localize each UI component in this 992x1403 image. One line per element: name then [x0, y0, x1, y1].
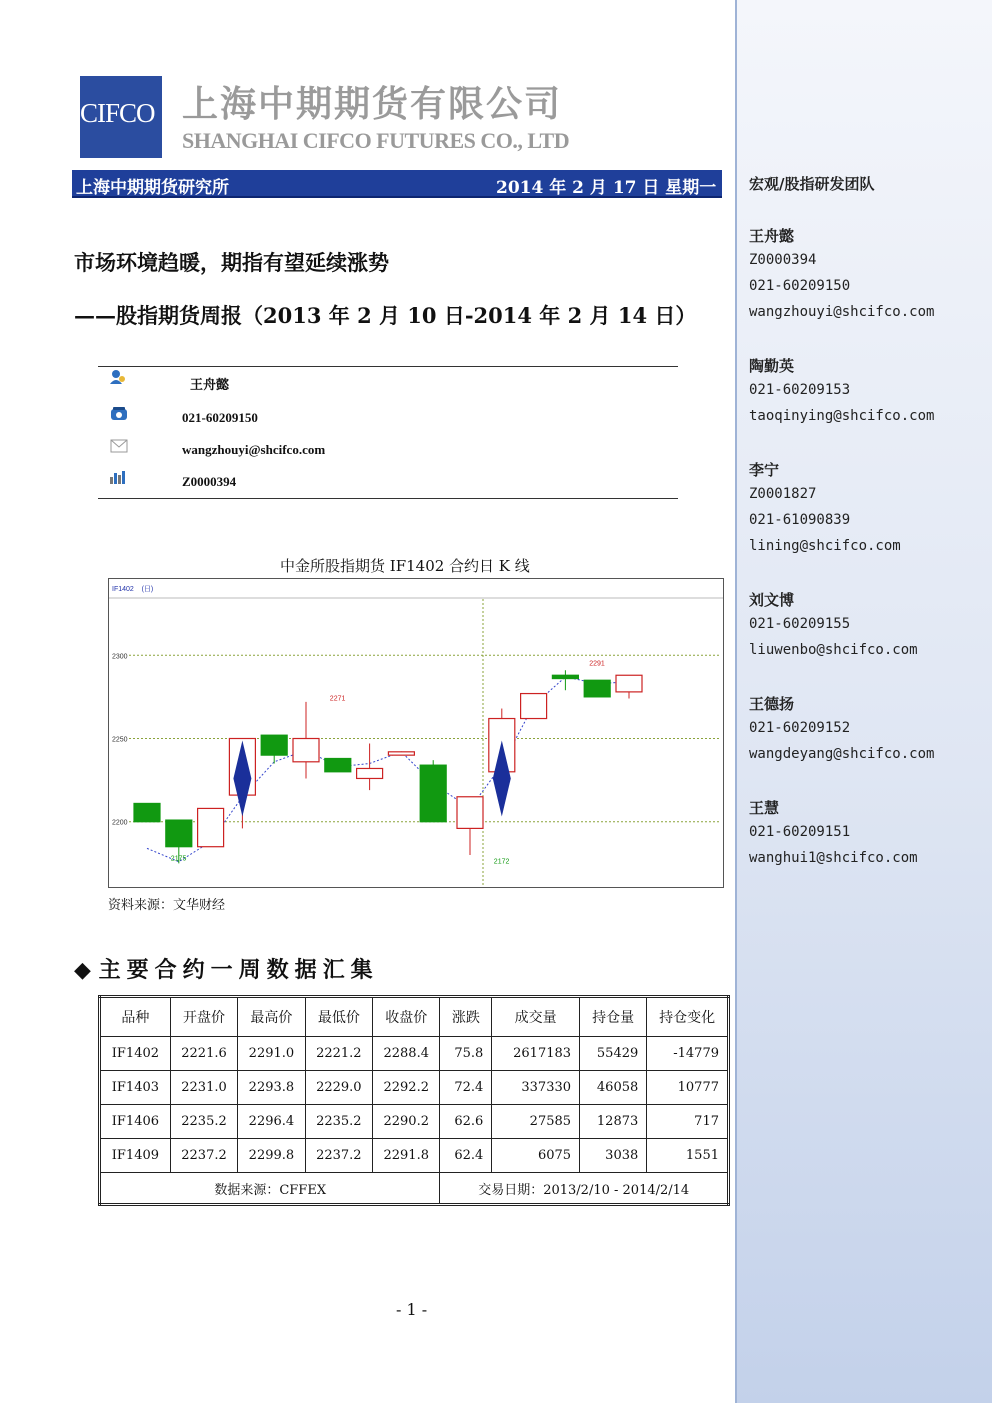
member-phone: 021-60209152	[749, 720, 851, 736]
table-cell: 1551	[647, 1139, 729, 1173]
company-name-cn: 上海中期期货有限公司	[182, 84, 563, 125]
member-email[interactable]: wangdeyang@shcifco.com	[749, 746, 935, 762]
member-name: 王舟懿	[749, 227, 795, 245]
table-cell: 12873	[580, 1105, 647, 1139]
table-header-cell: 持仓量	[580, 997, 647, 1037]
table-cell: 2290.2	[373, 1105, 440, 1139]
table-cell: 2299.8	[238, 1139, 305, 1173]
table-cell: 2617183	[492, 1037, 580, 1071]
y-tick-label: 2200	[112, 819, 128, 827]
candle-body	[616, 675, 642, 692]
table-cell: 2296.4	[238, 1105, 305, 1139]
divider	[98, 366, 678, 367]
member-license: Z0000394	[749, 252, 817, 268]
price-annotation: 2172	[493, 858, 510, 866]
member-phone: 021-60209151	[749, 824, 851, 840]
candle-body	[325, 758, 351, 771]
table-cell: 2291.0	[238, 1037, 305, 1071]
candle-body	[293, 739, 319, 762]
table-header-cell: 涨跌	[440, 997, 492, 1037]
table-cell: 62.4	[440, 1139, 492, 1173]
member-email[interactable]: taoqinying@shcifco.com	[749, 408, 935, 424]
table-cell: 72.4	[440, 1071, 492, 1105]
table-cell: IF1409	[100, 1139, 171, 1173]
price-annotation: 2175	[170, 855, 187, 863]
table-row	[100, 1139, 729, 1173]
table-cell: 6075	[492, 1139, 580, 1173]
table-cell: 337330	[492, 1071, 580, 1105]
table-header-cell: 最低价	[305, 997, 372, 1037]
candle-body	[357, 768, 383, 778]
y-tick-label: 2300	[112, 653, 128, 661]
report-headline: 市场环境趋暖，期指有望延续涨势	[74, 250, 389, 275]
member-email[interactable]: wangzhouyi@shcifco.com	[749, 304, 935, 320]
member-phone: 021-60209150	[749, 278, 851, 294]
table-footer-date: 交易日期：2013/2/10 - 2014/2/14	[440, 1173, 729, 1205]
table-header-cell: 成交量	[492, 997, 580, 1037]
report-subtitle: ——股指期货周报（2013 年 2 月 10 日-2014 年 2 月 14 日）	[74, 303, 697, 328]
table-header-cell: 开盘价	[170, 997, 237, 1037]
table-cell: IF1402	[100, 1037, 171, 1071]
table-header-row	[100, 997, 729, 1037]
team-sidebar	[735, 0, 992, 1403]
table-footer-row	[100, 1173, 729, 1205]
member-name: 王德扬	[749, 695, 795, 713]
candle-body	[198, 808, 224, 846]
table-cell: 2235.2	[170, 1105, 237, 1139]
contract-data-table	[98, 995, 730, 1206]
member-phone: 021-60209153	[749, 382, 851, 398]
table-cell: 55429	[580, 1037, 647, 1071]
table-cell: IF1403	[100, 1071, 171, 1105]
candle-body	[457, 797, 483, 829]
person-icon	[109, 369, 127, 385]
table-header-cell: 最高价	[238, 997, 305, 1037]
table-cell: 2237.2	[170, 1139, 237, 1173]
candle-body	[388, 752, 414, 755]
price-annotation: 2291	[589, 660, 605, 668]
kline-chart-svg	[109, 579, 723, 887]
member-email[interactable]: lining@shcifco.com	[749, 538, 901, 554]
table-cell: 2235.2	[305, 1105, 372, 1139]
table-footer-source: 数据来源：CFFEX	[100, 1173, 440, 1205]
team-title: 宏观/股指研发团队	[749, 175, 875, 193]
member-name: 李宁	[749, 461, 780, 479]
table-cell: 717	[647, 1105, 729, 1139]
member-email[interactable]: wanghui1@shcifco.com	[749, 850, 918, 866]
member-name: 陶勤英	[749, 357, 795, 375]
table-cell: 27585	[492, 1105, 580, 1139]
logo-text: CIFCO	[80, 98, 155, 128]
table-cell: 2221.6	[170, 1037, 237, 1071]
report-date: 2014 年 2 月 17 日 星期一	[496, 178, 717, 198]
kline-chart	[108, 578, 724, 888]
table-header-cell: 持仓变化	[647, 997, 729, 1037]
author-email[interactable]: wangzhouyi@shcifco.com	[182, 442, 326, 457]
company-name-en: SHANGHAI CIFCO FUTURES CO., LTD	[182, 128, 570, 153]
candle-body	[552, 675, 578, 678]
member-name: 王慧	[749, 799, 780, 817]
member-name: 刘文博	[749, 591, 795, 609]
table-cell: 46058	[580, 1071, 647, 1105]
y-tick-label: 2250	[112, 736, 128, 744]
candle-body	[420, 765, 446, 822]
member-phone: 021-61090839	[749, 512, 851, 528]
member-license: Z0001827	[749, 486, 817, 502]
table-header-cell: 收盘价	[373, 997, 440, 1037]
table-cell: 3038	[580, 1139, 647, 1173]
table-row	[100, 1037, 729, 1071]
divider	[98, 498, 678, 499]
section-title	[74, 953, 379, 984]
candle-body	[261, 735, 287, 755]
phone-icon	[110, 406, 128, 422]
section-title-text: 主要合约一周数据汇集	[98, 957, 379, 983]
candle-body	[134, 803, 160, 821]
member-email[interactable]: liuwenbo@shcifco.com	[749, 642, 918, 658]
author-license: Z0000394	[182, 474, 237, 489]
table-cell: 2221.2	[305, 1037, 372, 1071]
table-cell: 2237.2	[305, 1139, 372, 1173]
table-row	[100, 1071, 729, 1105]
candle-body	[166, 820, 192, 847]
price-annotation: 2271	[329, 695, 346, 703]
table-cell: 10777	[647, 1071, 729, 1105]
chart-caption: 中金所股指期货 IF1402 合约日 K 线	[280, 557, 530, 575]
chart-source: 资料来源：文华财经	[108, 898, 226, 913]
table-cell: 2293.8	[238, 1071, 305, 1105]
page-number: - 1 -	[396, 1300, 428, 1319]
bar-chart-icon	[109, 469, 127, 485]
table-cell: -14779	[647, 1037, 729, 1071]
institute-name: 上海中期期货研究所	[76, 178, 229, 198]
table-cell: IF1406	[100, 1105, 171, 1139]
table-cell: 2291.8	[373, 1139, 440, 1173]
table-cell: 2231.0	[170, 1071, 237, 1105]
member-phone: 021-60209155	[749, 616, 851, 632]
table-cell: 75.8	[440, 1037, 492, 1071]
table-row	[100, 1105, 729, 1139]
table-cell: 62.6	[440, 1105, 492, 1139]
candle-body	[521, 694, 547, 719]
mail-icon	[110, 438, 128, 454]
table-cell: 2292.2	[373, 1071, 440, 1105]
table-cell: 2229.0	[305, 1071, 372, 1105]
table-header-cell: 品种	[100, 997, 171, 1037]
author-phone: 021-60209150	[182, 410, 258, 425]
author-name: 王舟懿	[190, 377, 230, 392]
table-cell: 2288.4	[373, 1037, 440, 1071]
chart-legend: IF1402 (日)	[112, 586, 154, 593]
diamond-bullet-icon: ◆	[74, 957, 99, 983]
candle-body	[584, 680, 610, 697]
